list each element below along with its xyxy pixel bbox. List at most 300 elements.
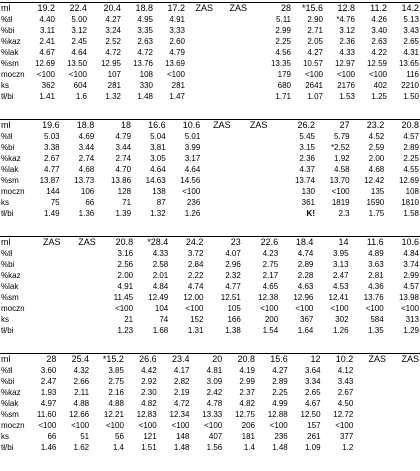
table-cell: <100 [182,187,201,196]
table-cell: 13.86 [111,176,132,185]
table-cell: 2.65 [304,388,321,397]
table-cell: 330 [139,81,153,90]
table-cell [201,208,231,219]
table-cell: 3.12 [71,26,87,35]
table-cell: 28 [248,3,292,15]
table-cell: 12.38 [258,293,279,302]
table-cell: 2.47 [40,377,57,386]
table-cell: 3.44 [115,143,132,152]
table-cell: 12.96 [293,293,314,302]
table-cell: 13.74 [294,176,315,185]
table-cell: 4.27 [272,366,288,375]
data-block-4 [0,353,420,453]
table-cell: <100 [166,70,185,79]
table-cell [186,80,214,91]
table-cell: 12.42 [364,176,385,185]
table-cell: 138 [152,187,166,196]
table-cell [214,80,248,91]
table-cell: 2.05 [307,37,323,46]
table-cell: 4.67 [39,48,55,57]
table-cell: 3.60 [40,366,57,375]
table-cell: 4.97 [40,399,57,408]
table-cell: 12.00 [183,293,204,302]
table-cell [201,197,231,208]
table-cell: 206 [241,421,255,430]
table-cell: 1.48 [272,443,288,452]
table-cell: 2.16 [108,388,124,397]
table-cell [186,25,214,36]
table-cell: 4.95 [137,15,153,24]
table-cell: 1.35 [368,326,384,335]
table-cell: 3.11 [40,26,55,35]
table-cell: 3.33 [169,26,185,35]
table-cell: 11.60 [36,410,57,419]
row-label: tł/bi [1,209,14,218]
table-cell: *15.2 [90,354,125,366]
row-label: tł/bi [1,443,14,452]
table-cell: 3.64 [304,366,321,375]
table-cell: 13.73 [74,176,95,185]
table-cell: 604 [73,81,87,90]
table-cell: 121 [143,432,157,441]
table-cell: 584 [370,315,384,324]
table-cell: 4.27 [307,48,323,57]
table-cell [232,153,269,164]
table-cell: 402 [373,81,387,90]
table-cell [29,281,62,292]
table-row [0,131,420,142]
table-cell [354,365,387,376]
table-cell: 4.74 [187,282,204,291]
table-cell: 4.64 [150,165,166,174]
table-row [0,303,420,314]
table-cell: 13.50 [66,59,87,68]
table-cell [214,36,248,47]
table-row [0,248,420,259]
table-cell: 20.4 [88,3,122,15]
table-cell: 18 [95,120,132,132]
table-cell: 14.2 [388,3,420,15]
table-cell: 23.2 [351,120,386,132]
table-cell: 4.68 [78,165,95,174]
table-row [0,3,420,15]
table-cell [62,270,97,281]
table-cell: 3.95 [332,249,349,258]
table-cell: 1590 [366,198,385,207]
table-cell: 2.63 [371,37,387,46]
table-cell: *28.4 [134,237,169,249]
row-label: tł/bi [1,92,14,101]
table-cell: 1.54 [262,326,279,335]
table-cell: 116 [406,70,419,79]
table-row [0,270,420,281]
table-row [0,91,420,102]
table-cell [232,197,269,208]
table-cell: 1.41 [39,92,55,101]
table-cell: 2.89 [403,143,419,152]
row-label: ks [1,315,9,324]
row-label: ml [0,237,29,249]
table-cell: 5.00 [71,15,87,24]
table-cell: 5.01 [184,132,201,141]
table-cell: 2.65 [403,37,419,46]
table-cell [201,142,231,153]
table-cell: 2.66 [73,377,90,386]
table-cell: 4.72 [137,48,153,57]
table-cell: 4.33 [152,249,169,258]
table-cell: ZAS [29,237,62,249]
table-cell: 23.4 [158,354,191,366]
table-cell: <100 [335,421,354,430]
table-row [0,259,420,270]
row-label: ml [0,3,26,15]
table-cell: 19.2 [26,3,56,15]
table-cell: 22.4 [56,3,88,15]
table-cell: 361 [301,198,315,207]
table-cell: 13.35 [270,59,291,68]
table-cell: 18.8 [61,120,96,132]
table-cell: 4.36 [368,282,384,291]
table-cell: 4.56 [275,48,291,57]
table-cell: 4.23 [262,249,279,258]
table-cell [232,208,269,219]
table-cell: 4.84 [403,249,419,258]
table-cell: 2.22 [187,271,204,280]
table-cell: 3.16 [117,249,134,258]
table-cell: 1.26 [184,209,201,218]
table-cell: 4.72 [105,48,121,57]
table-row [0,409,420,420]
table-row [0,325,420,336]
table-cell: 4.79 [169,48,185,57]
table-cell: 179 [277,70,291,79]
table-row [0,47,420,58]
table-cell: 152 [190,315,204,324]
table-cell: 2.52 [105,37,121,46]
table-cell: 3.09 [206,377,223,386]
table-cell: <100 [68,70,87,79]
table-cell [387,442,420,453]
table-cell: 1.93 [40,388,57,397]
table-cell: 1.4 [243,443,255,452]
table-row [0,153,420,164]
table-cell: 4.72 [173,399,190,408]
table-cell: 2210 [401,81,419,90]
table-cell: 3.43 [403,26,419,35]
row-label: ml [0,120,28,132]
table-cell: 4.89 [368,249,384,258]
table-cell: 10.6 [167,120,202,132]
table-cell [354,387,387,398]
data-block-1 [0,2,420,102]
table-cell: 4.33 [339,48,355,57]
table-cell: 2.67 [44,154,60,163]
table-cell: 4.79 [115,132,132,141]
table-cell: 15.6 [256,354,289,366]
table-cell: 4.31 [403,48,419,57]
table-cell [387,420,420,431]
table-cell: 1.46 [40,443,57,452]
table-cell: 2.75 [262,260,279,269]
table-cell: 13.69 [164,59,185,68]
table-cell: 75 [50,198,60,207]
table-cell: 66 [47,432,57,441]
row-label: %lak [1,282,19,291]
table-cell: 13.33 [202,410,223,419]
table-row [0,175,420,186]
table-cell: *2.52 [330,143,350,152]
table-row [0,58,420,69]
row-label: %bi [1,143,15,152]
table-cell [387,431,420,442]
table-cell: 4.84 [152,282,169,291]
table-row [0,36,420,47]
table-cell: 5.13 [403,15,419,24]
table-cell: ZAS [201,120,231,132]
table-cell [354,420,387,431]
table-cell: 2.60 [169,37,185,46]
table-cell: 3.81 [150,143,166,152]
table-cell [29,325,62,336]
table-cell: 2.71 [307,26,323,35]
table-cell: 1.47 [169,92,185,101]
table-cell: 200 [264,315,279,324]
row-label: %bi [1,377,15,386]
table-cell: <100 [336,70,355,79]
table-cell: 2.58 [152,260,169,269]
table-cell: 74 [159,315,169,324]
table-cell: 2.00 [368,154,385,163]
table-cell: 12.41 [328,293,349,302]
table-cell: 1.64 [297,326,314,335]
table-cell [387,376,420,387]
table-cell: 13.70 [329,176,350,185]
data-block-3 [0,236,420,336]
table-cell: 12.72 [333,410,354,419]
table-cell [186,91,214,102]
table-cell: <100 [269,421,288,430]
table-cell: 3.34 [304,377,321,386]
table-cell: 2.92 [141,377,157,386]
table-cell: 2.74 [78,154,95,163]
table-cell: <100 [185,304,204,313]
table-cell [29,314,62,325]
table-cell: 4.74 [297,249,314,258]
table-cell: 23 [204,237,241,249]
table-cell: 2.30 [141,388,157,397]
table-cell: 1.39 [115,209,132,218]
table-cell: 12.49 [148,293,169,302]
table-cell [354,409,387,420]
table-cell: 12.50 [300,410,321,419]
table-cell: 4.57 [403,132,419,141]
table-cell [387,409,420,420]
table-cell: 4.63 [297,282,314,291]
table-cell: <100 [38,421,57,430]
table-row [0,354,420,366]
table-cell: 2.99 [239,377,255,386]
table-cell: 5.04 [150,132,166,141]
table-cell: 12.69 [34,59,55,68]
table-cell: 181 [241,432,255,441]
table-cell: 130 [301,187,315,196]
table-cell: 1.49 [44,209,60,218]
table-cell: 166 [227,315,241,324]
table-cell: 1.26 [332,326,349,335]
table-cell: 87 [156,198,166,207]
table-cell: 3.40 [371,26,387,35]
table-cell: 2.25 [403,154,419,163]
table-row [0,365,420,376]
row-label: %lak [1,165,19,174]
table-cell [354,376,387,387]
table-cell: 1.25 [371,92,387,101]
table-cell: 4.57 [403,282,419,291]
table-cell: 377 [339,432,354,441]
table-cell: 12 [289,354,322,366]
table-cell: 1.53 [339,92,355,101]
table-cell [214,58,248,69]
table-cell: 3.72 [187,249,204,258]
table-cell [62,303,97,314]
table-cell [62,314,97,325]
table-cell: 3.12 [339,26,355,35]
table-cell: *15.6 [292,3,324,15]
table-cell: 2.74 [115,154,132,163]
table-cell: 2.59 [368,143,385,152]
table-cell [232,186,269,197]
table-cell [29,303,62,314]
table-cell: 108 [405,187,419,196]
table-cell: 10.57 [302,59,323,68]
table-cell: 3.13 [332,260,349,269]
table-cell: 302 [335,315,349,324]
table-cell [62,259,97,270]
table-cell: 20.8 [97,237,134,249]
table-cell: 3.99 [184,143,201,152]
table-cell [201,164,231,175]
table-cell: 12.21 [103,410,124,419]
table-cell: 148 [176,432,190,441]
table-cell: 1.48 [137,92,153,101]
table-cell: ZAS [62,237,97,249]
table-cell: 4.88 [108,399,124,408]
table-cell: 4.37 [299,165,315,174]
table-cell: 24.2 [169,237,204,249]
table-cell: <100 [331,187,350,196]
table-cell: 12.34 [169,410,190,419]
table-cell [387,398,420,409]
table-cell: 12.75 [234,410,255,419]
table-cell: <100 [330,304,349,313]
table-cell: 2.25 [275,37,291,46]
table-cell: 1.56 [206,443,223,452]
table-cell: 157 [307,421,321,430]
table-row [0,376,420,387]
table-cell: 1.36 [78,209,95,218]
table-cell: 2.36 [299,154,315,163]
table-cell: 13.65 [398,59,419,68]
table-cell: ZAS [354,354,387,366]
table-cell: 4.32 [73,366,90,375]
table-cell: 1.23 [117,326,134,335]
table-cell: 1.50 [403,92,419,101]
table-cell: 261 [307,432,321,441]
table-cell: 2.19 [173,388,190,397]
table-cell: 20.8 [223,354,256,366]
table-cell: 3.74 [403,260,419,269]
table-cell: 2.32 [225,271,241,280]
table-cell: 407 [208,432,223,441]
table-cell: 27 [316,120,351,132]
table-cell: 1.62 [73,443,90,452]
table-cell: 21 [124,315,134,324]
table-cell: 4.81 [206,366,223,375]
data-block-2 [0,119,420,219]
table-cell: 5.03 [44,132,60,141]
table-row [0,442,420,453]
table-cell [201,131,231,142]
table-cell [214,47,248,58]
table-cell: 4.53 [332,282,349,291]
table-cell: 3.43 [337,377,354,386]
table-cell: 362 [41,81,55,90]
table-cell: <100 [365,304,384,313]
table-cell: 26.6 [125,354,158,366]
table-cell: 13.87 [39,176,60,185]
table-cell: 51 [80,432,90,441]
row-label: %tł [1,249,13,258]
table-cell: 2.41 [39,37,55,46]
row-label: %kaz [1,271,21,280]
table-cell: 2.42 [206,388,223,397]
table-cell: 18.8 [122,3,154,15]
table-cell: 1.32 [105,92,121,101]
table-cell: 3.15 [299,143,315,152]
row-label: moczn [1,421,25,430]
table-cell: ZAS [214,3,248,15]
table-cell: 1.32 [150,209,166,218]
table-cell: 2.56 [117,260,134,269]
table-cell: 4.27 [105,15,121,24]
table-cell: 2.67 [337,388,354,397]
table-cell: <100 [295,304,314,313]
table-cell: 1.4 [112,443,124,452]
table-cell: 4.99 [272,399,288,408]
table-cell: *4.76 [336,15,355,24]
table-cell: 2.25 [272,388,288,397]
table-cell: 1.48 [173,443,190,452]
table-cell [186,14,214,25]
table-cell [214,25,248,36]
table-cell: 2.96 [225,260,241,269]
row-label: moczn [1,187,25,196]
table-cell: 2.99 [403,271,419,280]
table-row [0,281,420,292]
table-cell: 11.2 [356,3,388,15]
table-cell: 4.82 [239,399,255,408]
table-cell: 4.55 [403,165,419,174]
table-cell [354,431,387,442]
table-cell: 4.17 [173,366,190,375]
table-cell: 4.65 [262,282,279,291]
table-cell: 2.81 [368,271,384,280]
table-cell: 2.28 [297,271,314,280]
table-row [0,208,420,219]
table-cell: 12.59 [366,59,387,68]
table-cell: 1819 [331,198,350,207]
table-cell: 12.8 [324,3,356,15]
